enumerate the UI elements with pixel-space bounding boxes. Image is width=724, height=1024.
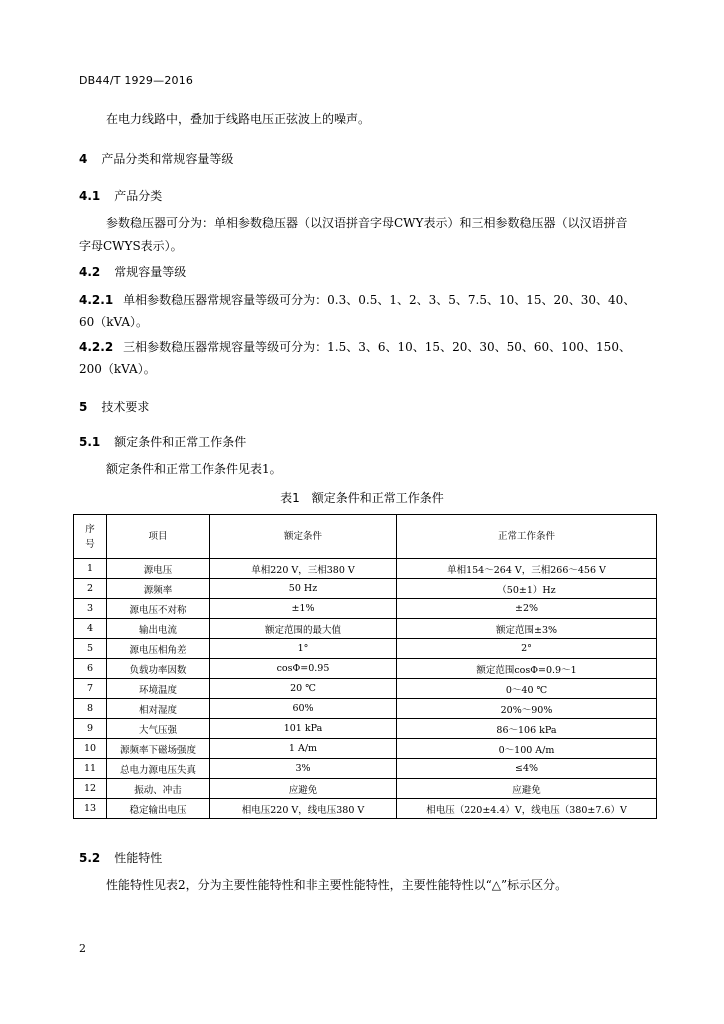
section-4-2-heading xyxy=(79,263,186,280)
cell-item: 总电力源电压失真 xyxy=(107,759,210,779)
cell-item: 负载功率因数 xyxy=(107,659,210,679)
table-row xyxy=(74,579,657,599)
table-row xyxy=(74,699,657,719)
table-row xyxy=(74,739,657,759)
section-number: 5 xyxy=(79,400,88,414)
table-row xyxy=(74,759,657,779)
section-4-1-heading xyxy=(79,187,162,204)
section-title: 额定条件和正常工作条件 xyxy=(114,435,247,449)
cell-rated: 101 kPa xyxy=(210,719,397,739)
cell-rated: 1° xyxy=(210,639,397,659)
paragraph-line: 单相参数稳压器常规容量等级可分为：0.3、0.5、1、2、3、5、7.5、10、15、20、30、40、 xyxy=(123,293,636,307)
cell-item: 环境温度 xyxy=(107,679,210,699)
header-normal-conditions: 正常工作条件 xyxy=(397,515,657,559)
cell-normal: ≤4% xyxy=(397,759,657,779)
cell-seq: 11 xyxy=(74,759,107,779)
rated-conditions-table xyxy=(73,514,657,819)
cell-rated: cosΦ=0.95 xyxy=(210,659,397,679)
paragraph-line: 额定条件和正常工作条件见表1。 xyxy=(106,462,282,476)
cell-seq: 9 xyxy=(74,719,107,739)
table-row xyxy=(74,659,657,679)
cell-normal: 单相154～264 V，三相266～456 V xyxy=(397,559,657,579)
cell-normal: 20%～90% xyxy=(397,699,657,719)
clause-number: 4.2.2 xyxy=(79,340,114,354)
cell-normal: 2° xyxy=(397,639,657,659)
section-5-1-heading xyxy=(79,433,246,450)
cell-rated: 单相220 V，三相380 V xyxy=(210,559,397,579)
header-seq: 序 号 xyxy=(74,515,107,559)
cell-item: 源频率 xyxy=(107,579,210,599)
section-number: 4.1 xyxy=(79,189,101,203)
table-row xyxy=(74,619,657,639)
cell-rated: 应避免 xyxy=(210,779,397,799)
section-number: 4 xyxy=(79,152,88,166)
cell-normal: 86～106 kPa xyxy=(397,719,657,739)
table-row xyxy=(74,779,657,799)
paragraph-line: 性能特性见表2，分为主要性能特性和非主要性能特性，主要性能特性以“△”标示区分。 xyxy=(106,878,568,892)
paragraph-line: 60（kVA）。 xyxy=(79,315,149,329)
cell-seq: 13 xyxy=(74,799,107,819)
cell-normal: 额定范围cosΦ=0.9～1 xyxy=(397,659,657,679)
cell-seq: 3 xyxy=(74,599,107,619)
cell-item: 源电压不对称 xyxy=(107,599,210,619)
page-number: 2 xyxy=(79,942,86,955)
clause-4-2-1 xyxy=(79,291,635,308)
paragraph-line: 字母CWYS表示）。 xyxy=(79,239,183,253)
cell-seq: 5 xyxy=(74,639,107,659)
section-number: 5.2 xyxy=(79,851,101,865)
clause-number: 4.2.1 xyxy=(79,293,114,307)
table-header-row xyxy=(74,515,657,559)
paragraph-line: 参数稳压器可分为：单相参数稳压器（以汉语拼音字母CWY表示）和三相参数稳压器（以汉语拼音 xyxy=(106,216,628,230)
cell-rated: 额定范围的最大值 xyxy=(210,619,397,639)
cell-item: 源电压 xyxy=(107,559,210,579)
section-title: 技术要求 xyxy=(101,400,150,414)
definition-text: 在电力线路中，叠加于线路电压正弦波上的噪声。 xyxy=(106,112,371,126)
cell-seq: 2 xyxy=(74,579,107,599)
cell-item: 大气压强 xyxy=(107,719,210,739)
table-row xyxy=(74,679,657,699)
cell-normal: 额定范围±3% xyxy=(397,619,657,639)
cell-normal: 0～100 A/m xyxy=(397,739,657,759)
section-number: 5.1 xyxy=(79,435,101,449)
cell-normal: 应避免 xyxy=(397,779,657,799)
section-5-2-heading xyxy=(79,849,162,866)
table-row xyxy=(74,719,657,739)
document-code-header: DB44/T 1929—2016 xyxy=(79,74,194,87)
cell-seq: 8 xyxy=(74,699,107,719)
cell-rated: 相电压220 V，线电压380 V xyxy=(210,799,397,819)
cell-item: 源频率下磁场强度 xyxy=(107,739,210,759)
paragraph-line: 200（kVA）。 xyxy=(79,362,156,376)
section-number: 4.2 xyxy=(79,265,101,279)
cell-normal: 0～40 ℃ xyxy=(397,679,657,699)
cell-rated: 20 ℃ xyxy=(210,679,397,699)
section-title: 产品分类和常规容量等级 xyxy=(101,152,234,166)
cell-item: 稳定输出电压 xyxy=(107,799,210,819)
table-row xyxy=(74,559,657,579)
table-caption: 表1 额定条件和正常工作条件 xyxy=(280,491,444,505)
cell-item: 源电压相角差 xyxy=(107,639,210,659)
section-title: 产品分类 xyxy=(114,189,163,203)
paragraph-line: 三相参数稳压器常规容量等级可分为：1.5、3、6、10、15、20、30、50、60、100、150、 xyxy=(123,340,631,354)
table-row xyxy=(74,599,657,619)
section-5-heading xyxy=(79,398,149,415)
section-4-heading xyxy=(79,150,233,167)
cell-seq: 6 xyxy=(74,659,107,679)
section-title: 性能特性 xyxy=(114,851,163,865)
cell-seq: 10 xyxy=(74,739,107,759)
cell-normal: ±2% xyxy=(397,599,657,619)
clause-4-2-2 xyxy=(79,338,631,355)
cell-seq: 7 xyxy=(74,679,107,699)
cell-rated: 1 A/m xyxy=(210,739,397,759)
cell-seq: 12 xyxy=(74,779,107,799)
cell-item: 输出电流 xyxy=(107,619,210,639)
cell-normal: （50±1）Hz xyxy=(397,579,657,599)
table-row xyxy=(74,799,657,819)
cell-item: 振动、冲击 xyxy=(107,779,210,799)
cell-normal: 相电压（220±4.4）V，线电压（380±7.6）V xyxy=(397,799,657,819)
cell-rated: 50 Hz xyxy=(210,579,397,599)
cell-item: 相对湿度 xyxy=(107,699,210,719)
table-row xyxy=(74,639,657,659)
header-item: 项目 xyxy=(107,515,210,559)
cell-seq: 4 xyxy=(74,619,107,639)
cell-rated: 3% xyxy=(210,759,397,779)
cell-rated: ±1% xyxy=(210,599,397,619)
cell-seq: 1 xyxy=(74,559,107,579)
section-title: 常规容量等级 xyxy=(114,265,187,279)
cell-rated: 60% xyxy=(210,699,397,719)
header-rated-conditions: 额定条件 xyxy=(210,515,397,559)
